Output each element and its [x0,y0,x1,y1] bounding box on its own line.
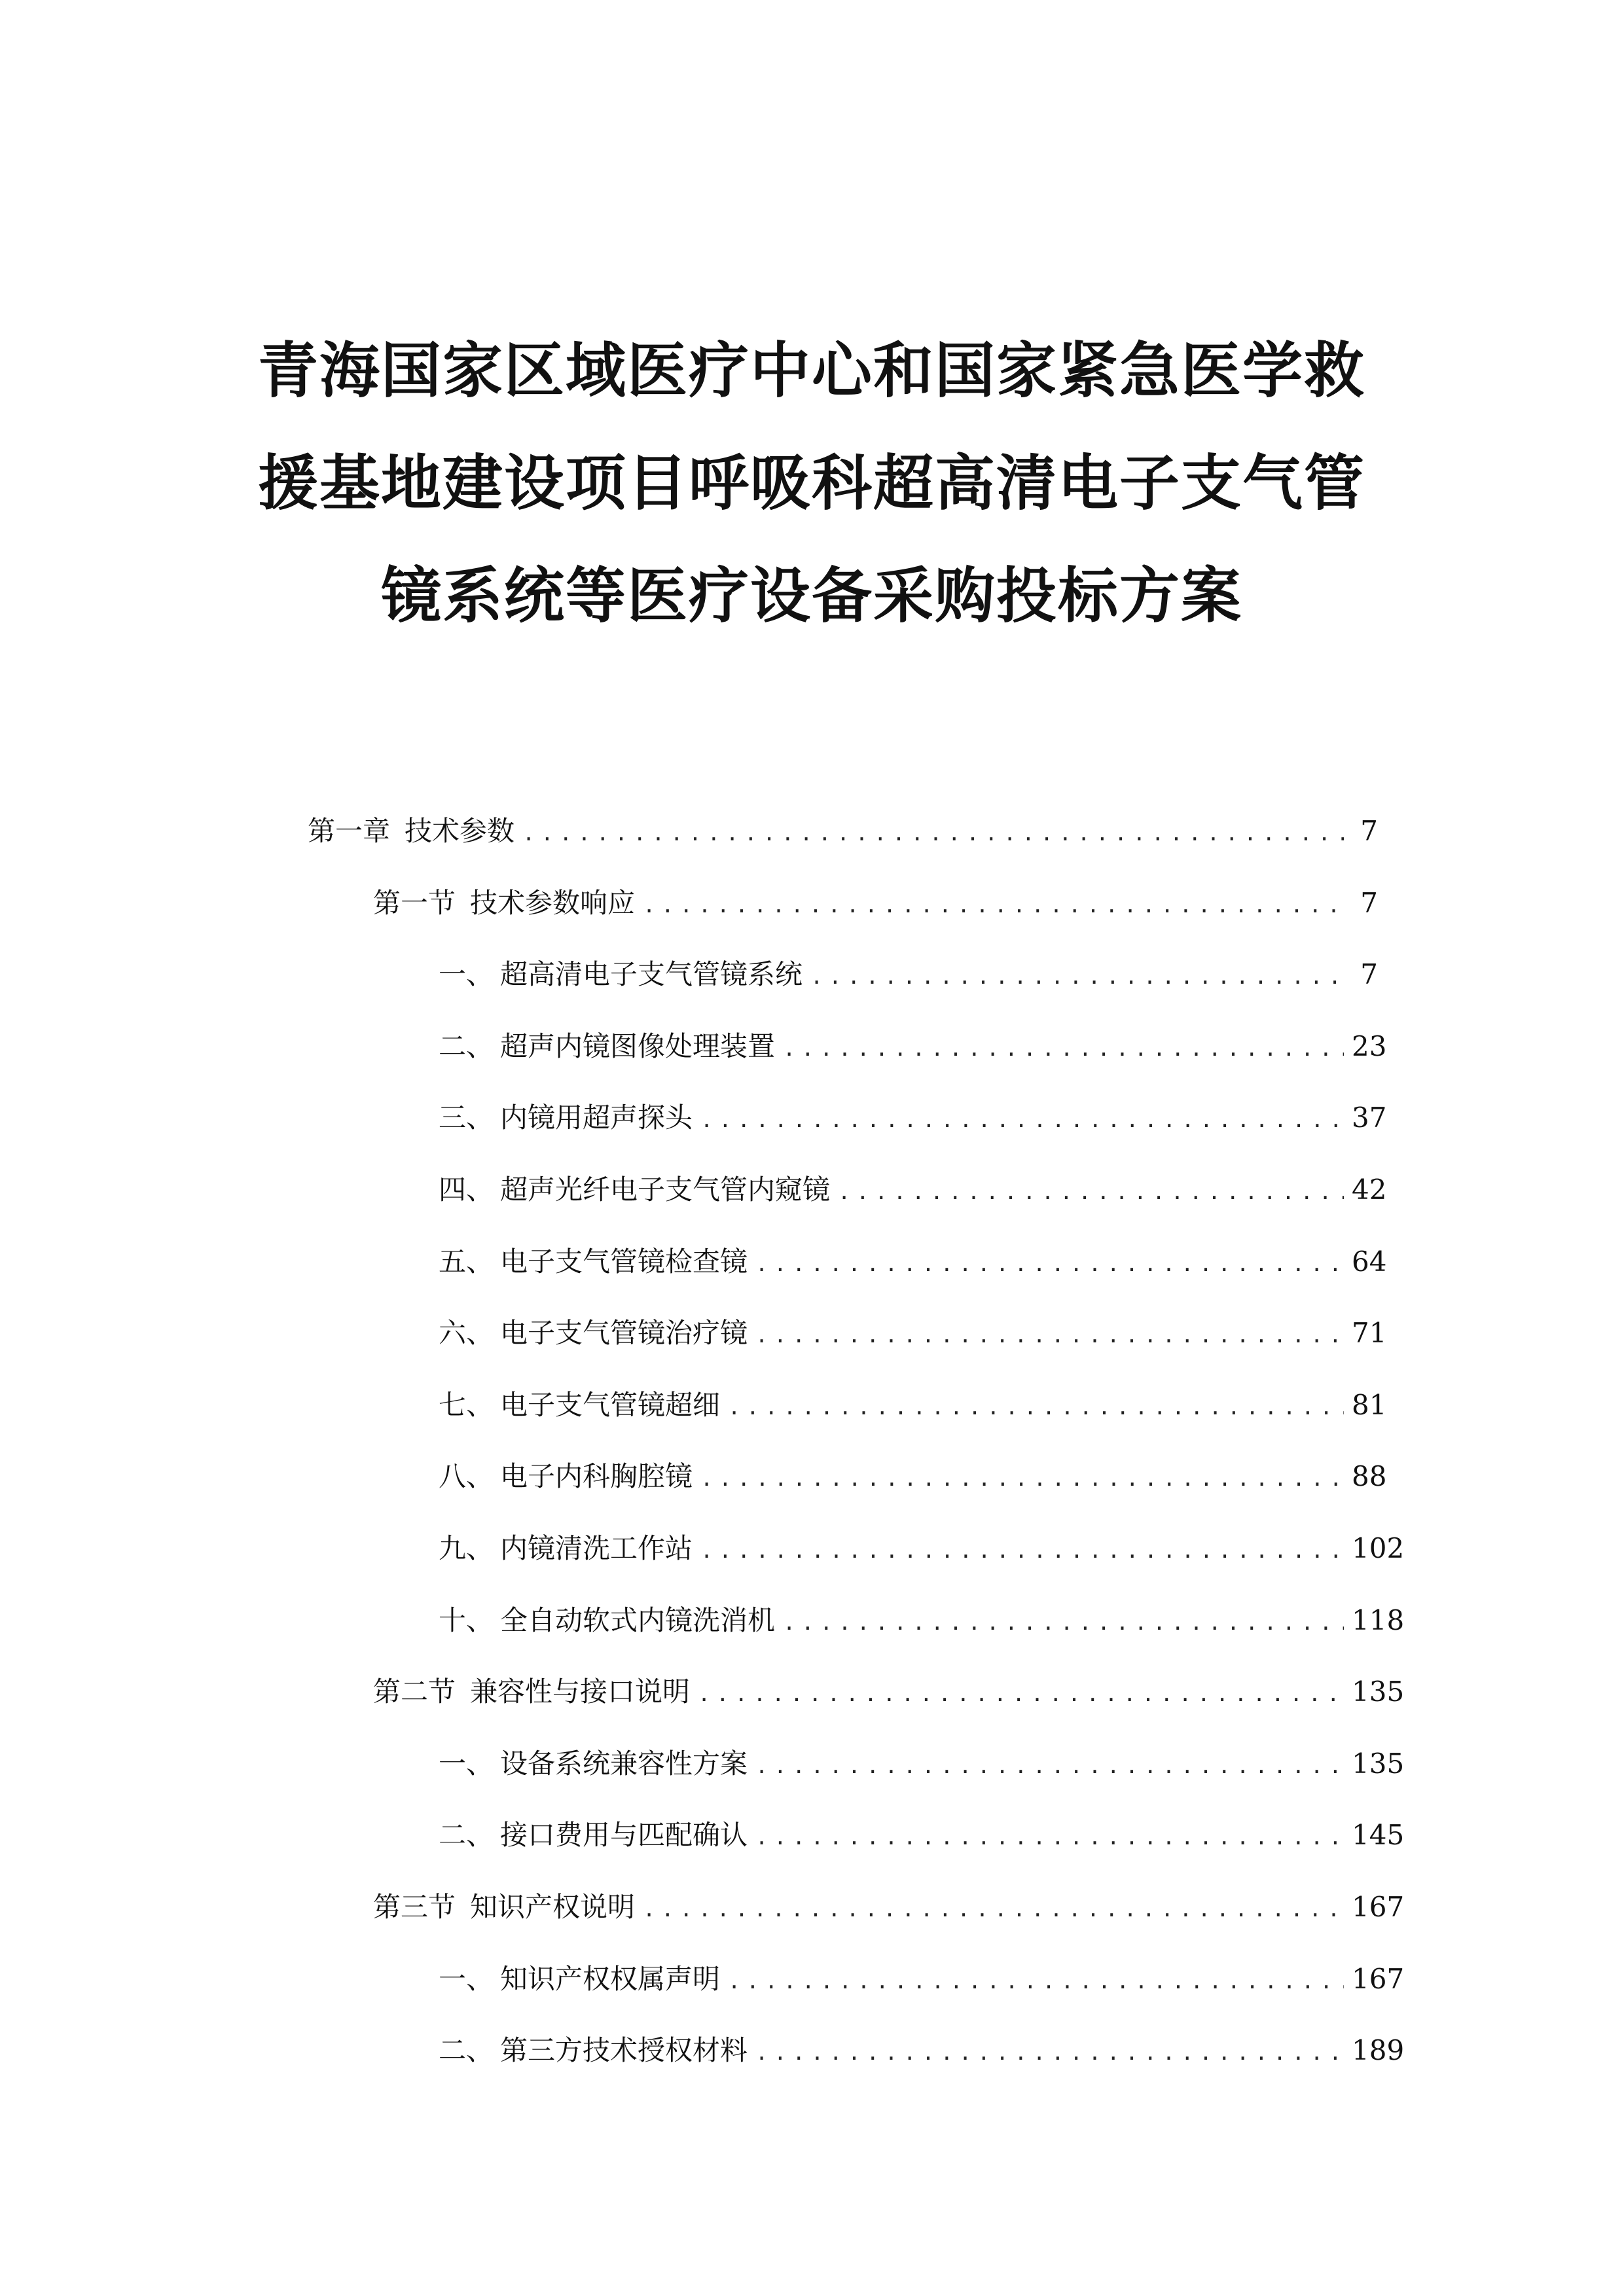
toc-entry-item[interactable] [308,1242,1387,1314]
toc-entry-item[interactable] [308,1098,1387,1170]
toc-entry-number: 第三节 [373,1890,456,1923]
toc-entry-item[interactable] [308,1170,1387,1242]
toc-entry-page: 88 [1352,1460,1387,1493]
toc-entry-number: 一、 [439,958,494,991]
toc-entry-number: 三、 [439,1102,494,1134]
toc-entry-item[interactable] [308,1457,1387,1529]
toc-entry-label: 接口费用与匹配确认 [500,1819,748,1852]
toc-entry-number: 二、 [439,1819,494,1852]
toc-dot-leader [755,2033,1344,2072]
toc-entry-label: 电子内科胸腔镜 [500,1460,693,1493]
toc-entry-section-3[interactable] [308,1888,1405,1960]
toc-dot-leader [698,1674,1344,1713]
toc-entry-label: 知识产权权属声明 [500,1962,721,1995]
toc-entry-item[interactable] [308,1027,1387,1099]
toc-entry-number: 二、 [439,2034,494,2067]
toc-entry-page: 135 [1352,1747,1405,1780]
toc-dot-leader [728,1388,1344,1427]
toc-dot-leader [755,1244,1344,1283]
document-title [196,314,1427,652]
title-line-3: 镜系统等医疗设备采购投标方案 [380,560,1242,631]
toc-entry-number: 一、 [439,1747,494,1780]
toc-entry-page: 81 [1352,1388,1387,1421]
toc-entry-chapter-1[interactable] [308,812,1378,884]
toc-dot-leader [700,1459,1344,1498]
toc-entry-section-2[interactable] [308,1672,1405,1744]
toc-dot-leader [783,1029,1344,1068]
toc-entry-page: 42 [1352,1173,1387,1206]
toc-entry-number: 第一章 [308,815,391,847]
toc-entry-label: 超高清电子支气管镜系统 [500,958,803,991]
toc-entry-number: 一、 [439,1962,494,1995]
toc-dot-leader [522,814,1344,853]
title-line-1: 青海国家区域医疗中心和国家紧急医学救 [257,335,1365,406]
toc-dot-leader [838,1172,1344,1211]
toc-entry-item[interactable] [308,955,1378,1027]
toc-entry-item[interactable] [308,1744,1405,1816]
toc-entry-item[interactable] [308,1386,1387,1458]
toc-entry-number: 二、 [439,1030,494,1062]
toc-entry-page: 167 [1352,1890,1405,1923]
toc-dot-leader [700,1531,1344,1570]
toc-entry-page: 189 [1352,2034,1405,2067]
toc-entry-number: 六、 [439,1317,494,1350]
table-of-contents [308,812,1405,2103]
toc-entry-page: 145 [1352,1819,1405,1852]
toc-entry-item[interactable] [308,1601,1405,1673]
toc-entry-label: 超声光纤电子支气管内窥镜 [500,1173,831,1206]
toc-entry-page: 71 [1352,1317,1387,1350]
toc-entry-number: 四、 [439,1173,494,1206]
toc-entry-item[interactable] [308,1529,1405,1601]
toc-dot-leader [728,1962,1344,2001]
toc-entry-number: 第一节 [373,886,456,919]
toc-entry-label: 内镜清洗工作站 [500,1532,693,1564]
toc-dot-leader [783,1603,1344,1642]
toc-dot-leader [700,1100,1344,1139]
toc-entry-number: 七、 [439,1388,494,1421]
toc-entry-number: 八、 [439,1460,494,1493]
toc-entry-page: 118 [1352,1604,1405,1636]
toc-entry-number: 五、 [439,1245,494,1278]
toc-dot-leader [810,957,1344,996]
toc-entry-label: 技术参数响应 [470,886,636,919]
toc-entry-item[interactable] [308,1816,1405,1888]
toc-dot-leader [643,1890,1344,1929]
toc-entry-page: 167 [1352,1962,1405,1995]
toc-entry-label: 设备系统兼容性方案 [500,1747,748,1780]
toc-dot-leader [755,1818,1344,1857]
toc-entry-label: 知识产权说明 [470,1890,636,1923]
toc-entry-page: 7 [1360,886,1378,919]
toc-entry-page: 23 [1352,1030,1387,1062]
toc-entry-page: 37 [1352,1102,1387,1134]
toc-entry-label: 技术参数 [405,815,515,847]
title-line-2: 援基地建设项目呼吸科超高清电子支气管 [257,448,1365,518]
toc-entry-item[interactable] [308,1314,1387,1386]
toc-entry-item[interactable] [308,2031,1405,2103]
toc-dot-leader [755,1746,1344,1785]
toc-entry-label: 电子支气管镜检查镜 [500,1245,748,1278]
toc-entry-page: 7 [1360,815,1378,847]
toc-entry-page: 64 [1352,1245,1387,1278]
toc-entry-label: 超声内镜图像处理装置 [500,1030,776,1062]
toc-entry-label: 第三方技术授权材料 [500,2034,748,2067]
toc-entry-label: 电子支气管镜超细 [500,1388,721,1421]
toc-dot-leader [755,1316,1344,1355]
toc-entry-label: 全自动软式内镜洗消机 [500,1604,776,1636]
toc-entry-item[interactable] [308,1960,1405,2032]
toc-entry-page: 102 [1352,1532,1405,1564]
toc-entry-label: 内镜用超声探头 [500,1102,693,1134]
toc-dot-leader [643,886,1344,925]
toc-entry-section-1[interactable] [308,884,1378,956]
toc-entry-page: 7 [1360,958,1378,991]
toc-entry-page: 135 [1352,1676,1405,1708]
toc-entry-number: 十、 [439,1604,494,1636]
toc-entry-label: 兼容性与接口说明 [470,1676,691,1708]
toc-entry-label: 电子支气管镜治疗镜 [500,1317,748,1350]
toc-entry-number: 第二节 [373,1676,456,1708]
toc-entry-number: 九、 [439,1532,494,1564]
